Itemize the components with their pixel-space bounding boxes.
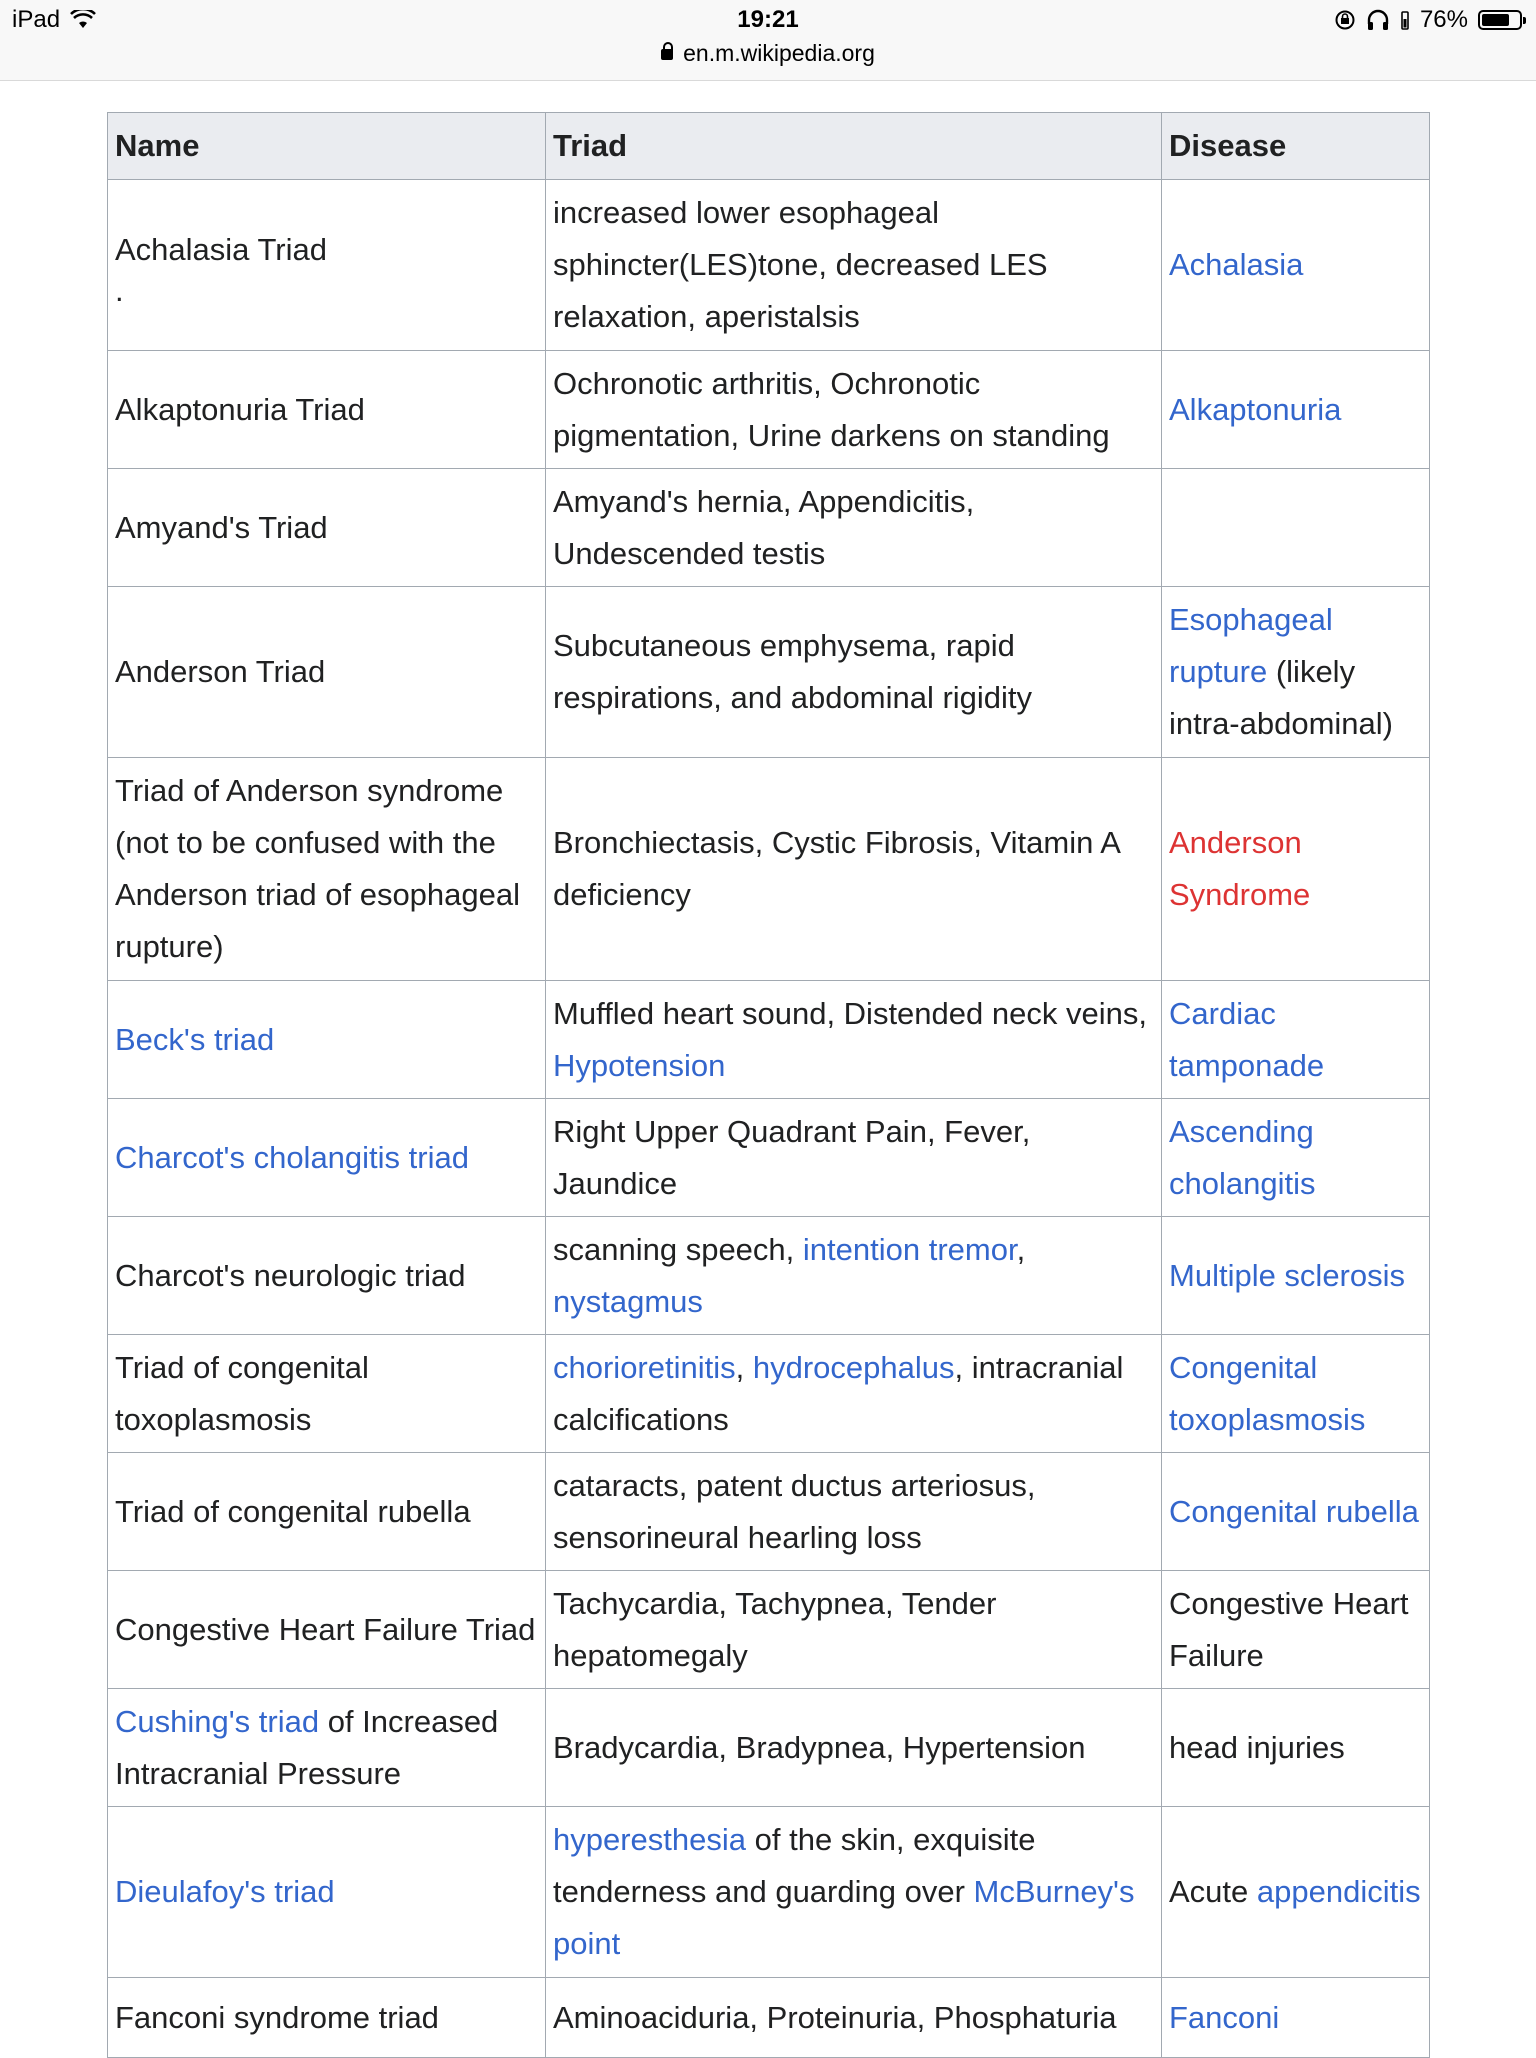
link[interactable]: Dieulafoy's triad (115, 1874, 335, 1909)
cell-triad (546, 758, 1162, 981)
table-row (108, 1978, 1430, 2058)
cell-disease (1162, 351, 1430, 469)
table-row (108, 180, 1430, 351)
table-row (108, 1571, 1430, 1689)
cell-text: (likely intra-abdominal) (1169, 654, 1393, 741)
cell-text: Bradycardia, Bradypnea, Hypertension (553, 1729, 1086, 1765)
cell-text: scanning speech, (553, 1231, 803, 1267)
table-row (108, 1689, 1430, 1807)
rotation-lock-icon (1334, 9, 1356, 31)
battery-percent: 76% (1419, 6, 1468, 33)
link[interactable]: Cushing's triad (115, 1703, 320, 1739)
link[interactable]: chorioretinitis (553, 1349, 736, 1385)
link[interactable]: Cardiac tamponade (1169, 995, 1325, 1083)
table-row (108, 587, 1430, 758)
cell-triad (546, 469, 1162, 587)
cell-disease (1162, 1978, 1430, 2058)
cell-extra-text: . (115, 273, 124, 308)
header-triad: Triad (546, 113, 1162, 180)
cell-disease (1162, 180, 1430, 351)
cell-text: Achalasia Triad (115, 232, 327, 267)
cell-triad (546, 1453, 1162, 1571)
cell-text: Ochronotic arthritis, Ochronotic pigmentation, Urine darkens on standing (553, 365, 1110, 453)
link[interactable]: Multiple sclerosis (1169, 1257, 1406, 1293)
cell-disease (1162, 1099, 1430, 1217)
link[interactable]: Charcot's cholangitis triad (115, 1139, 469, 1175)
headphone-battery-icon (1400, 9, 1410, 31)
triads-table (107, 112, 1430, 2058)
cell-name (108, 1335, 546, 1453)
cell-text: Charcot's neurologic triad (115, 1257, 466, 1293)
cell-text: Acute (1169, 1874, 1257, 1909)
status-bar (0, 0, 1536, 81)
table-row (108, 1453, 1430, 1571)
cell-triad (546, 1217, 1162, 1335)
cell-text: Subcutaneous emphysema, rapid respirations, and abdominal rigidity (553, 628, 1033, 715)
cell-text: , (1016, 1231, 1026, 1267)
cell-triad (546, 180, 1162, 351)
table-row (108, 758, 1430, 981)
cell-name (108, 469, 546, 587)
cell-text: head injuries (1169, 1729, 1345, 1765)
cell-name (108, 1217, 546, 1335)
link[interactable]: Beck's triad (115, 1021, 275, 1057)
cell-text: Amyand's hernia, Appendicitis, Undescended testis (553, 483, 975, 571)
link[interactable]: Fanconi (1169, 1999, 1280, 2035)
cell-text: , (735, 1349, 753, 1385)
cell-name (108, 351, 546, 469)
address-bar[interactable] (0, 40, 1536, 67)
table-body (108, 180, 1430, 2058)
cell-name (108, 180, 546, 351)
link[interactable]: intention tremor (802, 1231, 1017, 1267)
cell-triad (546, 351, 1162, 469)
battery-fill (1482, 14, 1509, 26)
link[interactable]: McBurney's point (553, 1874, 1135, 1961)
cell-text: Fanconi syndrome triad (115, 1999, 439, 2035)
link[interactable]: Congenital rubella (1169, 1493, 1419, 1529)
cell-text: Congestive Heart Failure Triad (115, 1611, 536, 1647)
lock-icon (661, 49, 673, 60)
battery-icon (1478, 10, 1522, 30)
cell-name (108, 758, 546, 981)
link[interactable]: Esophageal rupture (1169, 602, 1333, 689)
table-row (108, 1807, 1430, 1978)
cell-text: increased lower esophageal sphincter(LES)tone, decreased LES relaxation, aperistalsis (553, 195, 1048, 334)
cell-text: Right Upper Quadrant Pain, Fever, Jaundice (553, 1113, 1031, 1201)
cell-text: Bronchiectasis, Cystic Fibrosis, Vitamin A deficiency (553, 825, 1120, 912)
table-row (108, 351, 1430, 469)
table-row (108, 981, 1430, 1099)
cell-disease (1162, 1807, 1430, 1978)
cell-disease (1162, 587, 1430, 758)
cell-triad (546, 1978, 1162, 2058)
clock: 19:21 (737, 6, 799, 33)
cell-name (108, 981, 546, 1099)
table-row (108, 1217, 1430, 1335)
header-name: Name (108, 113, 546, 180)
cell-name (108, 1689, 546, 1807)
cell-triad (546, 1099, 1162, 1217)
cell-text: Alkaptonuria Triad (115, 391, 365, 427)
cell-text: Triad of Anderson syndrome (not to be confused with the Anderson triad of esophageal rupture) (115, 773, 521, 964)
cell-text: Amyand's Triad (115, 509, 328, 545)
link[interactable]: hydrocephalus (752, 1349, 955, 1385)
cell-text: Congestive Heart Failure (1169, 1585, 1409, 1673)
table-header-row (108, 113, 1430, 180)
cell-text: Triad of congenital rubella (115, 1493, 471, 1529)
cell-name (108, 1453, 546, 1571)
cell-disease (1162, 1217, 1430, 1335)
cell-text: Aminoaciduria, Proteinuria, Phosphaturia (553, 1999, 1117, 2035)
link[interactable]: Ascending cholangitis (1169, 1113, 1316, 1201)
cell-text: , intracranial calcifications (553, 1349, 1124, 1437)
cell-text: Anderson Triad (115, 654, 326, 689)
cell-name (108, 1807, 546, 1978)
cell-name (108, 1571, 546, 1689)
cell-disease (1162, 1335, 1430, 1453)
table-row (108, 1335, 1430, 1453)
cell-name (108, 587, 546, 758)
cell-triad (546, 981, 1162, 1099)
url-text: en.m.wikipedia.org (683, 40, 875, 66)
cell-disease (1162, 469, 1430, 587)
cell-name (108, 1978, 546, 2058)
cell-disease (1162, 1571, 1430, 1689)
headphones-icon (1366, 9, 1390, 31)
cell-text: Tachycardia, Tachypnea, Tender hepatomegaly (553, 1585, 997, 1673)
link[interactable]: Congenital toxoplasmosis (1169, 1349, 1366, 1437)
link[interactable]: nystagmus (553, 1283, 703, 1319)
link[interactable]: hyperesthesia (553, 1822, 747, 1857)
cell-triad (546, 587, 1162, 758)
link[interactable]: Achalasia (1169, 247, 1304, 282)
link[interactable]: Hypotension (553, 1047, 726, 1083)
cell-disease (1162, 1453, 1430, 1571)
cell-triad (546, 1571, 1162, 1689)
cell-text: of the skin, exquisite tenderness and guarding over (553, 1822, 1036, 1909)
table-row (108, 469, 1430, 587)
cell-text: Muffled heart sound, Distended neck veins, (553, 995, 1147, 1031)
cell-triad (546, 1335, 1162, 1453)
link[interactable]: appendicitis (1256, 1874, 1421, 1909)
cell-text: Triad of congenital toxoplasmosis (115, 1349, 369, 1437)
cell-disease (1162, 981, 1430, 1099)
redlink[interactable]: Anderson Syndrome (1169, 825, 1311, 912)
device-label: iPad (12, 6, 61, 33)
link[interactable]: Alkaptonuria (1169, 391, 1342, 427)
cell-triad (546, 1689, 1162, 1807)
status-right (1334, 6, 1522, 34)
cell-disease (1162, 758, 1430, 981)
cell-name (108, 1099, 546, 1217)
cell-disease (1162, 1689, 1430, 1807)
cell-text: of Increased Intracranial Pressure (115, 1703, 499, 1791)
header-disease: Disease (1162, 113, 1430, 180)
table-row (108, 1099, 1430, 1217)
cell-text: cataracts, patent ductus arteriosus, sensorineural hearling loss (553, 1467, 1036, 1555)
cell-triad (546, 1807, 1162, 1978)
